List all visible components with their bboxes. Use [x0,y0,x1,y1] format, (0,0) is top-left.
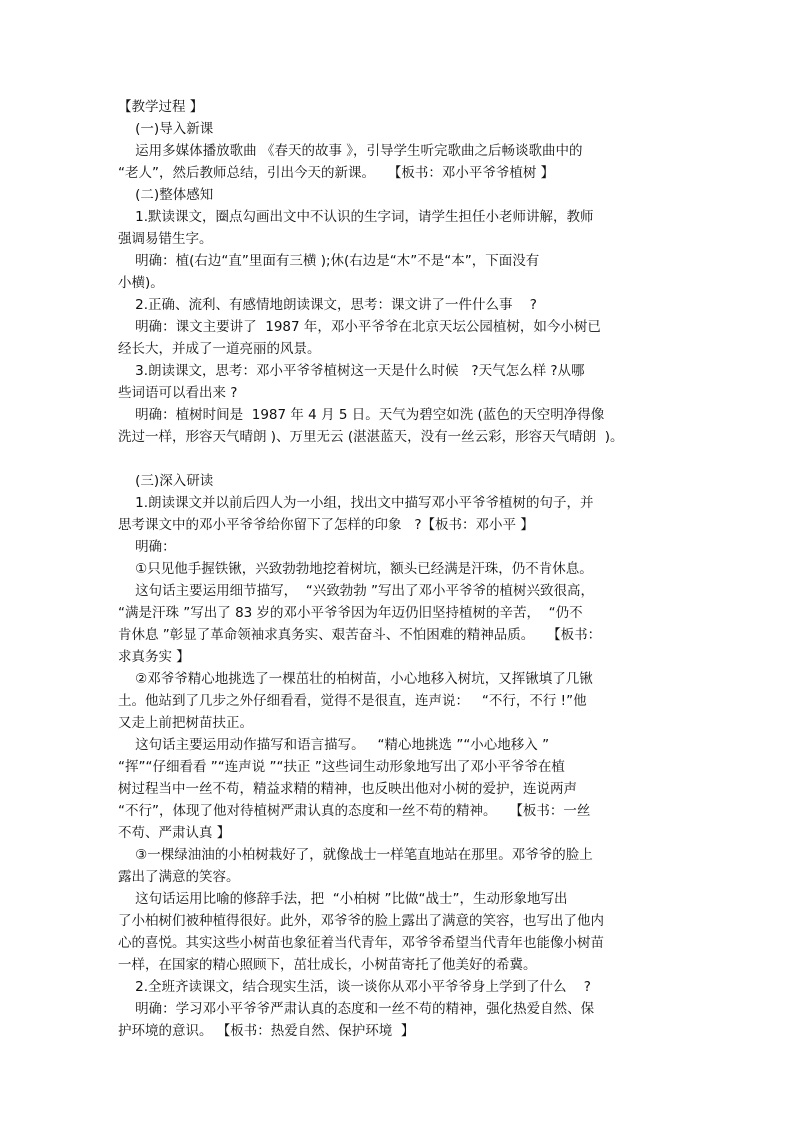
text-line: 不苟、严肃认真 】 [118,825,231,841]
text-line: 明确： [118,539,176,555]
document-body [118,96,678,1042]
text-line: 树过程当中一丝不苟，精益求精的精神，也反映出他对小树的爱护，连说两声 [118,781,577,797]
text-line: ②邓爷爷精心地挑选了一棵茁壮的柏树苗，小心地移入树坑，又挥锹填了几锹 [118,671,593,687]
text-line: “挥”“仔细看看 ”“连声说 ”“扶正 ”这些词生动形象地写出了邓小平爷爷在植 [118,759,565,775]
text-line: “老人”，然后教师总结，引出今天的新课。 【板书：邓小平爷爷植树 】 [118,165,555,181]
blank-line [118,448,678,470]
text-line: “不行”，体现了他对待植树严肃认真的态度和一丝不苟的精神。 【板书：一丝 [118,803,591,819]
text-line: ①只见他手握铁锹，兴致勃勃地挖着树坑，额头已经满是汗珠，仍不肯休息。 [118,561,593,577]
text-line: 强调易错生字。 [118,231,213,247]
text-line: ③一棵绿油油的小柏树栽好了，就像战士一样笔直地站在那里。邓爷爷的脸上 [118,847,593,863]
text-line: 明确：植树时间是 1987 年 4 月 5 日。天气为碧空如洗 (蓝色的天空明净得像 [118,407,605,423]
text-line: 思考课文中的邓小平爷爷给你留下了怎样的印象 ?【板书：邓小平 】 [118,517,534,533]
text-line: (一)导入新课 [118,121,214,137]
text-line: 小横)。 [118,275,164,291]
text-line: 些词语可以看出来 ? [118,385,238,401]
text-line: 经长大，并成了一道亮丽的风景。 [118,341,321,357]
text-line: 1.朗读课文并以前后四人为一小组，找出文中描写邓小平爷爷植树的句子，并 [118,495,594,511]
text-line: 明确：课文主要讲了 1987 年，邓小平爷爷在北京天坛公园植树，如今小树已 [118,319,601,335]
text-line: (三)深入研读 [118,473,214,489]
text-line: 3.朗读课文，思考：邓小平爷爷植树这一天是什么时候 ?天气怎么样 ?从哪 [118,363,585,379]
text-line: 了小柏树们被种植得很好。此外，邓爷爷的脸上露出了满意的笑容，也写出了他内 [118,913,604,929]
text-line: 一样，在国家的精心照顾下，茁壮成长，小树苗寄托了他美好的希冀。 [118,957,537,973]
text-line: 土。他站到了几步之外仔细看看，觉得不是很直，连声说： “不行，不行 !”他 [118,693,587,709]
text-line: 护环境的意识。 【板书：热爱自然、保护环境 】 [118,1023,415,1039]
text-line: 【教学过程 】 [118,99,204,115]
text-line: “满是汗珠 ”写出了 83 岁的邓小平爷爷因为年迈仍旧坚持植树的辛苦， “仍不 [118,605,583,621]
text-line: 2.全班齐读课文，结合现实生活，谈一谈你从邓小平爷爷身上学到了什么 ? [118,979,591,995]
text-line: 这句话主要运用动作描写和语言描写。 “精心地挑选 ”“小心地移入 ” [118,737,550,753]
text-line: 露出了满意的笑容。 [118,869,240,885]
text-line: 洗过一样，形容天气晴朗 )、万里无云 (湛湛蓝天，没有一丝云彩，形容天气晴朗 )。 [118,429,624,445]
text-line: 心的喜悦。其实这些小树苗也象征着当代青年，邓爷爷希望当代青年也能像小树苗 [118,935,604,951]
text-line: 明确：植(右边“直”里面有三横 );休(右边是“木”不是“本”，下面没有 [118,253,540,269]
text-line: 1.默读课文，圈点勾画出文中不认识的生字词，请学生担任小老师讲解，教师 [118,209,594,225]
text-line: 肯休息 ”彰显了革命领袖求真务实、艰苦奋斗、不怕困难的精神品质。 【板书： [118,627,602,643]
text-line: 运用多媒体播放歌曲 《春天的故事 》，引导学生听完歌曲之后畅谈歌曲中的 [118,143,583,159]
text-line: 求真务实 】 [118,649,190,665]
text-line: 这句话主要运用细节描写， “兴致勃勃 ”写出了邓小平爷爷的植树兴致很高， [118,583,595,599]
text-line: (二)整体感知 [118,187,214,203]
text-line: 明确：学习邓小平爷爷严肃认真的态度和一丝不苟的精神，强化热爱自然、保 [118,1001,595,1017]
text-line: 2.正确、流利、有感情地朗读课文，思考：课文讲了一件什么事 ? [118,297,537,313]
text-line: 又走上前把树苗扶正。 [118,715,253,731]
text-line: 这句话运用比喻的修辞手法，把 “小柏树 ”比做“战士”，生动形象地写出 [118,891,568,907]
